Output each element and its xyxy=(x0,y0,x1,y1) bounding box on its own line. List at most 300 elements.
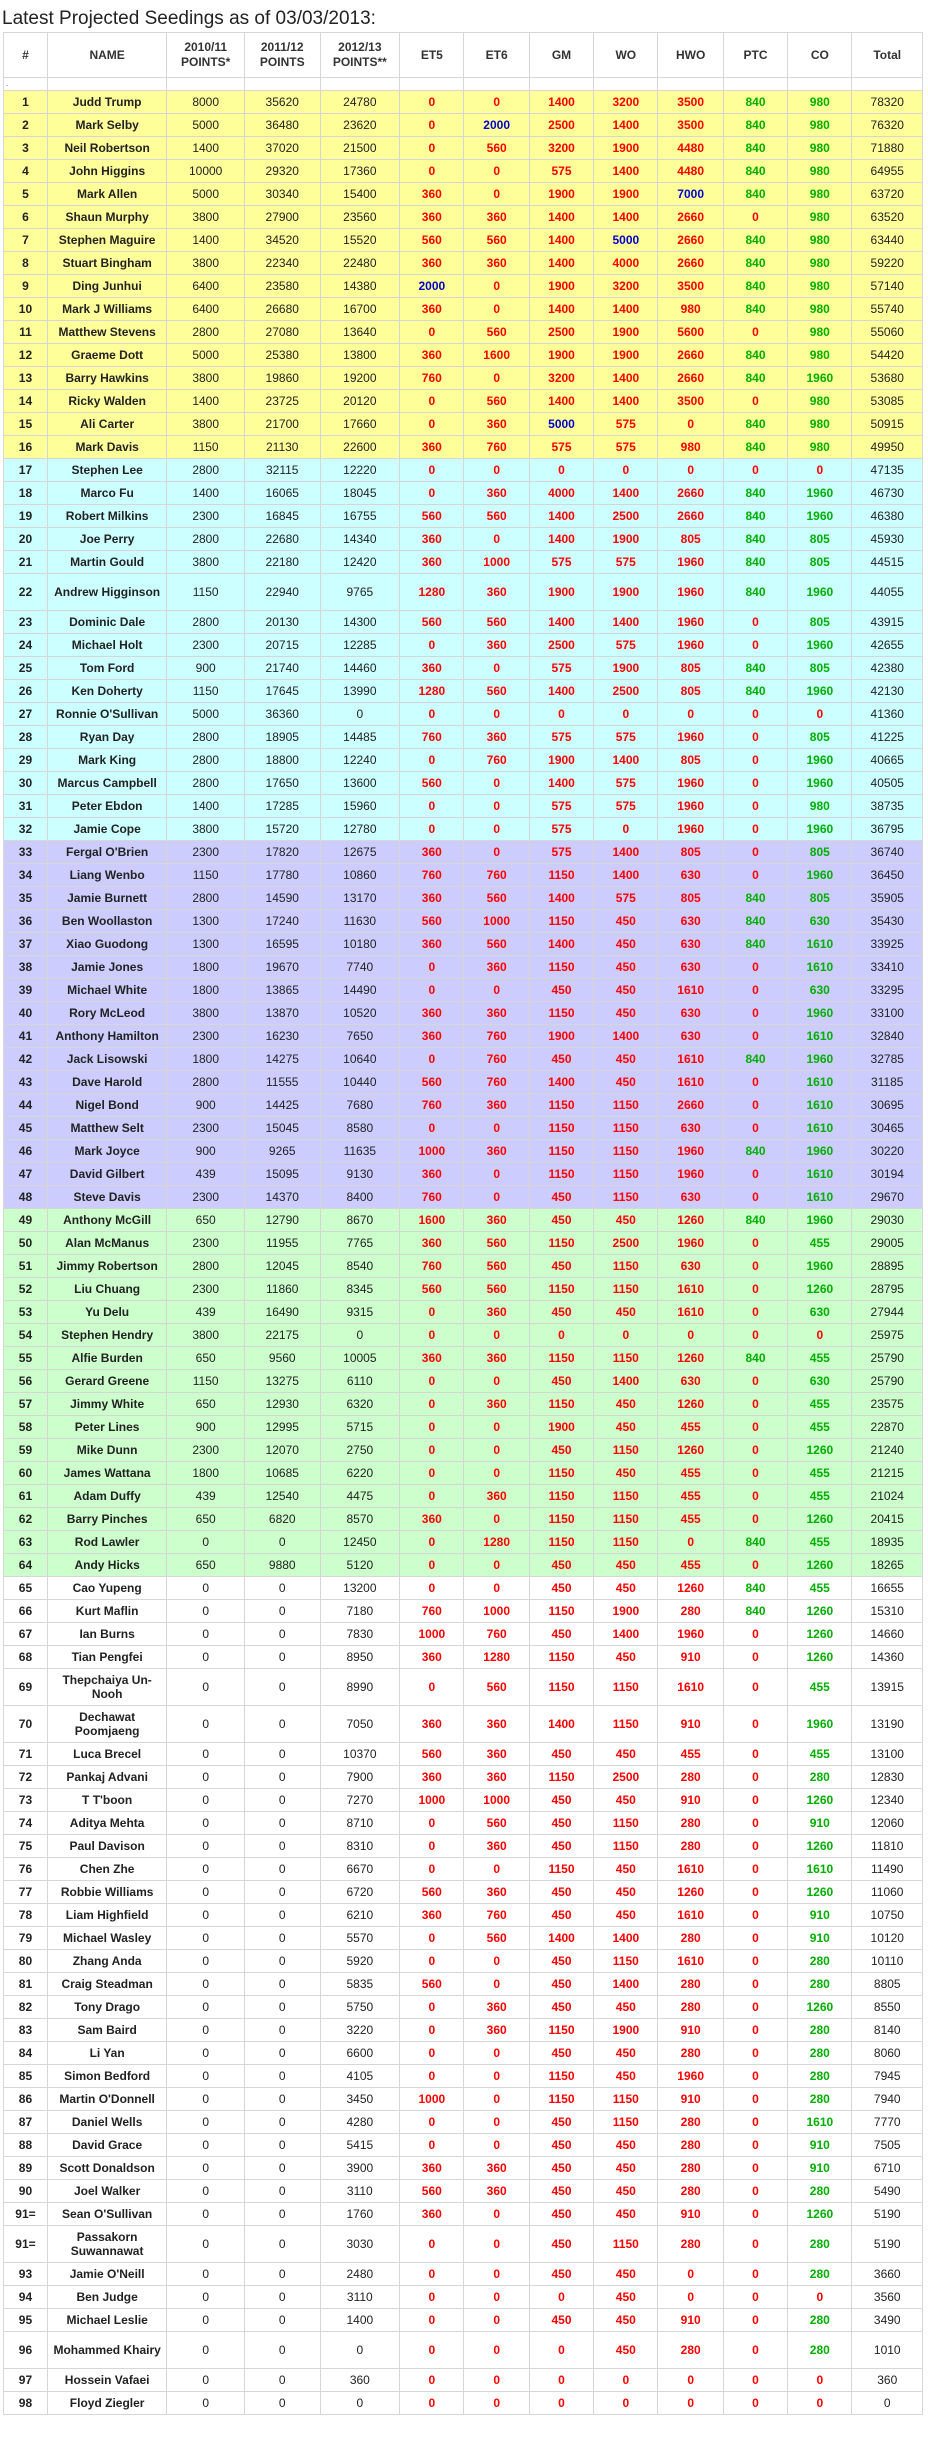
et5-cell: 0 xyxy=(400,1462,464,1485)
table-row xyxy=(4,864,923,887)
table-row xyxy=(4,390,923,413)
rank-cell: 24 xyxy=(4,634,48,657)
table-row xyxy=(4,1094,923,1117)
wo-cell: 450 xyxy=(594,1462,658,1485)
table-row xyxy=(4,772,923,795)
et6-cell: 0 xyxy=(464,1186,529,1209)
points-2010-11-cell: 2300 xyxy=(167,1278,245,1301)
gm-cell: 1400 xyxy=(529,229,593,252)
points-2011-12-cell: 26680 xyxy=(244,298,320,321)
table-row xyxy=(4,2392,923,2415)
co-cell: 910 xyxy=(788,2157,852,2180)
player-name-cell: Mark Joyce xyxy=(47,1140,166,1163)
total-cell: 47135 xyxy=(852,459,923,482)
hwo-cell: 2660 xyxy=(658,1094,723,1117)
table-row xyxy=(4,1508,923,1531)
wo-cell: 450 xyxy=(594,1393,658,1416)
et6-cell: 0 xyxy=(464,1858,529,1881)
points-2011-12-cell: 0 xyxy=(244,1858,320,1881)
et5-cell: 560 xyxy=(400,910,464,933)
co-cell: 455 xyxy=(788,1577,852,1600)
points-2010-11-cell: 0 xyxy=(167,1812,245,1835)
wo-cell: 3200 xyxy=(594,91,658,114)
et6-cell: 360 xyxy=(464,634,529,657)
points-2011-12-cell: 11555 xyxy=(244,1071,320,1094)
wo-cell: 575 xyxy=(594,772,658,795)
total-cell: 54420 xyxy=(852,344,923,367)
ptc-cell: 0 xyxy=(723,634,787,657)
et6-cell: 1000 xyxy=(464,551,529,574)
gm-cell: 1150 xyxy=(529,1094,593,1117)
table-row xyxy=(4,252,923,275)
points-2012-13-cell: 2750 xyxy=(320,1439,400,1462)
points-2010-11-cell: 6400 xyxy=(167,298,245,321)
spacer-cell xyxy=(852,78,923,91)
points-2012-13-cell: 13800 xyxy=(320,344,400,367)
co-cell: 455 xyxy=(788,1743,852,1766)
rank-cell: 3 xyxy=(4,137,48,160)
total-cell: 25975 xyxy=(852,1324,923,1347)
et6-cell: 0 xyxy=(464,979,529,1002)
et5-cell: 360 xyxy=(400,1002,464,1025)
gm-cell: 575 xyxy=(529,657,593,680)
rank-cell: 80 xyxy=(4,1950,48,1973)
et6-cell: 560 xyxy=(464,390,529,413)
wo-cell: 575 xyxy=(594,436,658,459)
points-2012-13-cell: 5415 xyxy=(320,2134,400,2157)
et5-cell: 360 xyxy=(400,933,464,956)
et5-cell: 0 xyxy=(400,979,464,1002)
gm-cell: 0 xyxy=(529,2332,593,2369)
hwo-cell: 0 xyxy=(658,2286,723,2309)
points-2010-11-cell: 0 xyxy=(167,1789,245,1812)
et6-cell: 0 xyxy=(464,2286,529,2309)
total-cell: 10110 xyxy=(852,1950,923,1973)
rank-cell: 66 xyxy=(4,1600,48,1623)
wo-cell: 450 xyxy=(594,1002,658,1025)
hwo-cell: 3500 xyxy=(658,390,723,413)
points-2010-11-cell: 0 xyxy=(167,2019,245,2042)
table-row xyxy=(4,1743,923,1766)
column-header-gm: GM xyxy=(529,33,593,78)
total-cell: 15310 xyxy=(852,1600,923,1623)
total-cell: 44055 xyxy=(852,574,923,611)
hwo-cell: 1610 xyxy=(658,1301,723,1324)
table-row xyxy=(4,1071,923,1094)
co-cell: 455 xyxy=(788,1347,852,1370)
rank-cell: 10 xyxy=(4,298,48,321)
points-2012-13-cell: 8670 xyxy=(320,1209,400,1232)
hwo-cell: 1610 xyxy=(658,1048,723,1071)
points-2011-12-cell: 14425 xyxy=(244,1094,320,1117)
rank-cell: 12 xyxy=(4,344,48,367)
ptc-cell: 0 xyxy=(723,1255,787,1278)
table-row xyxy=(4,1163,923,1186)
wo-cell: 450 xyxy=(594,1881,658,1904)
ptc-cell: 0 xyxy=(723,611,787,634)
wo-cell: 450 xyxy=(594,979,658,1002)
player-name-cell: Rory McLeod xyxy=(47,1002,166,1025)
total-cell: 42130 xyxy=(852,680,923,703)
hwo-cell: 1960 xyxy=(658,772,723,795)
points-2011-12-cell: 21130 xyxy=(244,436,320,459)
points-2010-11-cell: 900 xyxy=(167,657,245,680)
hwo-cell: 1960 xyxy=(658,551,723,574)
points-2012-13-cell: 16700 xyxy=(320,298,400,321)
et6-cell: 560 xyxy=(464,1812,529,1835)
table-row xyxy=(4,137,923,160)
wo-cell: 1400 xyxy=(594,298,658,321)
co-cell: 455 xyxy=(788,1393,852,1416)
points-2012-13-cell: 15400 xyxy=(320,183,400,206)
wo-cell: 450 xyxy=(594,2332,658,2369)
rank-cell: 44 xyxy=(4,1094,48,1117)
points-2012-13-cell: 10180 xyxy=(320,933,400,956)
ptc-cell: 0 xyxy=(723,2263,787,2286)
et5-cell: 0 xyxy=(400,2369,464,2392)
hwo-cell: 0 xyxy=(658,2263,723,2286)
co-cell: 980 xyxy=(788,795,852,818)
rank-cell: 98 xyxy=(4,2392,48,2415)
ptc-cell: 0 xyxy=(723,2392,787,2415)
player-name-cell: Zhang Anda xyxy=(47,1950,166,1973)
column-header-hwo: HWO xyxy=(658,33,723,78)
table-row xyxy=(4,114,923,137)
gm-cell: 3200 xyxy=(529,137,593,160)
et5-cell: 0 xyxy=(400,795,464,818)
total-cell: 12340 xyxy=(852,1789,923,1812)
points-2011-12-cell: 9560 xyxy=(244,1347,320,1370)
hwo-cell: 2660 xyxy=(658,367,723,390)
total-cell: 41225 xyxy=(852,726,923,749)
co-cell: 0 xyxy=(788,459,852,482)
et6-cell: 360 xyxy=(464,1743,529,1766)
hwo-cell: 2660 xyxy=(658,206,723,229)
gm-cell: 575 xyxy=(529,726,593,749)
co-cell: 980 xyxy=(788,91,852,114)
ptc-cell: 0 xyxy=(723,2332,787,2369)
ptc-cell: 0 xyxy=(723,2134,787,2157)
player-name-cell: Ali Carter xyxy=(47,413,166,436)
wo-cell: 1150 xyxy=(594,2226,658,2263)
co-cell: 1960 xyxy=(788,505,852,528)
ptc-cell: 0 xyxy=(723,1485,787,1508)
points-2012-13-cell: 3110 xyxy=(320,2286,400,2309)
points-2011-12-cell: 12930 xyxy=(244,1393,320,1416)
rank-cell: 17 xyxy=(4,459,48,482)
gm-cell: 450 xyxy=(529,2226,593,2263)
table-row xyxy=(4,634,923,657)
hwo-cell: 1260 xyxy=(658,1577,723,1600)
et5-cell: 360 xyxy=(400,528,464,551)
points-2012-13-cell: 5920 xyxy=(320,1950,400,1973)
points-2012-13-cell: 12450 xyxy=(320,1531,400,1554)
points-2012-13-cell: 6320 xyxy=(320,1393,400,1416)
rank-cell: 77 xyxy=(4,1881,48,1904)
hwo-cell: 630 xyxy=(658,1370,723,1393)
hwo-cell: 455 xyxy=(658,1416,723,1439)
gm-cell: 2500 xyxy=(529,634,593,657)
ptc-cell: 0 xyxy=(723,1812,787,1835)
points-2011-12-cell: 0 xyxy=(244,2263,320,2286)
et5-cell: 560 xyxy=(400,1278,464,1301)
ptc-cell: 0 xyxy=(723,1002,787,1025)
points-2010-11-cell: 0 xyxy=(167,2392,245,2415)
player-name-cell: Stuart Bingham xyxy=(47,252,166,275)
points-2010-11-cell: 0 xyxy=(167,1835,245,1858)
ptc-cell: 0 xyxy=(723,1416,787,1439)
hwo-cell: 280 xyxy=(658,1996,723,2019)
player-name-cell: David Gilbert xyxy=(47,1163,166,1186)
player-name-cell: Luca Brecel xyxy=(47,1743,166,1766)
et5-cell: 1280 xyxy=(400,574,464,611)
table-row xyxy=(4,818,923,841)
total-cell: 36740 xyxy=(852,841,923,864)
total-cell: 64955 xyxy=(852,160,923,183)
total-cell: 3560 xyxy=(852,2286,923,2309)
et6-cell: 0 xyxy=(464,1163,529,1186)
wo-cell: 2500 xyxy=(594,680,658,703)
points-2010-11-cell: 439 xyxy=(167,1163,245,1186)
et5-cell: 0 xyxy=(400,2392,464,2415)
ptc-cell: 0 xyxy=(723,2369,787,2392)
wo-cell: 450 xyxy=(594,1071,658,1094)
table-row xyxy=(4,482,923,505)
rank-cell: 50 xyxy=(4,1232,48,1255)
et5-cell: 0 xyxy=(400,1416,464,1439)
player-name-cell: Ryan Day xyxy=(47,726,166,749)
wo-cell: 450 xyxy=(594,2134,658,2157)
co-cell: 280 xyxy=(788,2088,852,2111)
et6-cell: 0 xyxy=(464,1577,529,1600)
ptc-cell: 0 xyxy=(723,818,787,841)
gm-cell: 575 xyxy=(529,818,593,841)
wo-cell: 450 xyxy=(594,2309,658,2332)
ptc-cell: 840 xyxy=(723,367,787,390)
gm-cell: 450 xyxy=(529,1439,593,1462)
co-cell: 805 xyxy=(788,841,852,864)
player-name-cell: Passakorn Suwannawat xyxy=(47,2226,166,2263)
player-name-cell: Martin O'Donnell xyxy=(47,2088,166,2111)
co-cell: 1610 xyxy=(788,1071,852,1094)
player-name-cell: Marco Fu xyxy=(47,482,166,505)
points-2011-12-cell: 20715 xyxy=(244,634,320,657)
rank-cell: 38 xyxy=(4,956,48,979)
table-row xyxy=(4,887,923,910)
co-cell: 280 xyxy=(788,2065,852,2088)
et6-cell: 0 xyxy=(464,459,529,482)
points-2012-13-cell: 13600 xyxy=(320,772,400,795)
wo-cell: 1400 xyxy=(594,482,658,505)
et6-cell: 560 xyxy=(464,1669,529,1706)
gm-cell: 1150 xyxy=(529,1163,593,1186)
rank-cell: 71 xyxy=(4,1743,48,1766)
ptc-cell: 0 xyxy=(723,1278,787,1301)
points-2012-13-cell: 9315 xyxy=(320,1301,400,1324)
ptc-cell: 840 xyxy=(723,680,787,703)
gm-cell: 450 xyxy=(529,1789,593,1812)
points-2012-13-cell: 0 xyxy=(320,1324,400,1347)
gm-cell: 450 xyxy=(529,1255,593,1278)
total-cell: 1010 xyxy=(852,2332,923,2369)
et6-cell: 560 xyxy=(464,1927,529,1950)
points-2010-11-cell: 2300 xyxy=(167,1439,245,1462)
table-row xyxy=(4,1646,923,1669)
points-2011-12-cell: 0 xyxy=(244,1623,320,1646)
et6-cell: 360 xyxy=(464,2157,529,2180)
et6-cell: 760 xyxy=(464,1904,529,1927)
points-2012-13-cell: 17660 xyxy=(320,413,400,436)
ptc-cell: 0 xyxy=(723,749,787,772)
et6-cell: 0 xyxy=(464,183,529,206)
et5-cell: 0 xyxy=(400,2134,464,2157)
gm-cell: 450 xyxy=(529,1186,593,1209)
points-2010-11-cell: 0 xyxy=(167,2111,245,2134)
ptc-cell: 0 xyxy=(723,1927,787,1950)
points-2012-13-cell: 8580 xyxy=(320,1117,400,1140)
total-cell: 32840 xyxy=(852,1025,923,1048)
points-2010-11-cell: 650 xyxy=(167,1347,245,1370)
table-row xyxy=(4,1706,923,1743)
rank-cell: 16 xyxy=(4,436,48,459)
points-2012-13-cell: 5715 xyxy=(320,1416,400,1439)
points-2010-11-cell: 900 xyxy=(167,1094,245,1117)
points-2012-13-cell: 12285 xyxy=(320,634,400,657)
hwo-cell: 805 xyxy=(658,749,723,772)
et5-cell: 360 xyxy=(400,841,464,864)
points-2011-12-cell: 16845 xyxy=(244,505,320,528)
total-cell: 8550 xyxy=(852,1996,923,2019)
points-2011-12-cell: 0 xyxy=(244,1835,320,1858)
total-cell: 49950 xyxy=(852,436,923,459)
points-2010-11-cell: 2800 xyxy=(167,611,245,634)
player-name-cell: Mark Davis xyxy=(47,436,166,459)
et5-cell: 1000 xyxy=(400,2088,464,2111)
wo-cell: 575 xyxy=(594,887,658,910)
co-cell: 630 xyxy=(788,1370,852,1393)
et5-cell: 0 xyxy=(400,114,464,137)
points-2011-12-cell: 27080 xyxy=(244,321,320,344)
points-2012-13-cell: 10640 xyxy=(320,1048,400,1071)
points-2012-13-cell: 10520 xyxy=(320,1002,400,1025)
table-row xyxy=(4,321,923,344)
rank-cell: 93 xyxy=(4,2263,48,2286)
gm-cell: 1400 xyxy=(529,252,593,275)
points-2011-12-cell: 21700 xyxy=(244,413,320,436)
rank-cell: 76 xyxy=(4,1858,48,1881)
hwo-cell: 280 xyxy=(658,2332,723,2369)
ptc-cell: 0 xyxy=(723,1301,787,1324)
rank-cell: 51 xyxy=(4,1255,48,1278)
points-2012-13-cell: 4475 xyxy=(320,1485,400,1508)
points-2012-13-cell: 15520 xyxy=(320,229,400,252)
points-2010-11-cell: 0 xyxy=(167,1577,245,1600)
co-cell: 980 xyxy=(788,229,852,252)
total-cell: 63440 xyxy=(852,229,923,252)
player-name-cell: Dechawat Poomjaeng xyxy=(47,1706,166,1743)
table-row xyxy=(4,160,923,183)
table-row xyxy=(4,1577,923,1600)
points-2012-13-cell: 6720 xyxy=(320,1881,400,1904)
table-row xyxy=(4,1485,923,1508)
co-cell: 1960 xyxy=(788,749,852,772)
wo-cell: 1150 xyxy=(594,1163,658,1186)
co-cell: 280 xyxy=(788,2042,852,2065)
wo-cell: 1400 xyxy=(594,611,658,634)
player-name-cell: Ronnie O'Sullivan xyxy=(47,703,166,726)
co-cell: 455 xyxy=(788,1462,852,1485)
total-cell: 78320 xyxy=(852,91,923,114)
hwo-cell: 630 xyxy=(658,1255,723,1278)
et5-cell: 360 xyxy=(400,1025,464,1048)
points-2010-11-cell: 2300 xyxy=(167,1117,245,1140)
rank-cell: 88 xyxy=(4,2134,48,2157)
points-2012-13-cell: 11635 xyxy=(320,1140,400,1163)
hwo-cell: 1260 xyxy=(658,1347,723,1370)
points-2011-12-cell: 16065 xyxy=(244,482,320,505)
table-row xyxy=(4,2134,923,2157)
total-cell: 44515 xyxy=(852,551,923,574)
co-cell: 910 xyxy=(788,1812,852,1835)
et6-cell: 0 xyxy=(464,1950,529,1973)
points-2010-11-cell: 3800 xyxy=(167,818,245,841)
points-2011-12-cell: 35620 xyxy=(244,91,320,114)
spacer-cell xyxy=(788,78,852,91)
hwo-cell: 455 xyxy=(658,1554,723,1577)
table-row xyxy=(4,505,923,528)
gm-cell: 450 xyxy=(529,1301,593,1324)
co-cell: 1610 xyxy=(788,1186,852,1209)
player-name-cell: Dave Harold xyxy=(47,1071,166,1094)
points-2011-12-cell: 22680 xyxy=(244,528,320,551)
co-cell: 805 xyxy=(788,726,852,749)
et5-cell: 0 xyxy=(400,1554,464,1577)
et6-cell: 0 xyxy=(464,818,529,841)
ptc-cell: 840 xyxy=(723,183,787,206)
ptc-cell: 0 xyxy=(723,1996,787,2019)
points-2010-11-cell: 0 xyxy=(167,1881,245,1904)
hwo-cell: 1960 xyxy=(658,611,723,634)
rank-cell: 31 xyxy=(4,795,48,818)
hwo-cell: 455 xyxy=(658,1462,723,1485)
player-name-cell: Stephen Lee xyxy=(47,459,166,482)
points-2011-12-cell: 22940 xyxy=(244,574,320,611)
wo-cell: 1400 xyxy=(594,367,658,390)
gm-cell: 1400 xyxy=(529,206,593,229)
player-name-cell: Shaun Murphy xyxy=(47,206,166,229)
player-name-cell: Ricky Walden xyxy=(47,390,166,413)
et5-cell: 0 xyxy=(400,956,464,979)
points-2012-13-cell: 3900 xyxy=(320,2157,400,2180)
hwo-cell: 455 xyxy=(658,1743,723,1766)
total-cell: 43915 xyxy=(852,611,923,634)
points-2010-11-cell: 6400 xyxy=(167,275,245,298)
points-2011-12-cell: 34520 xyxy=(244,229,320,252)
hwo-cell: 1960 xyxy=(658,574,723,611)
points-2011-12-cell: 0 xyxy=(244,2286,320,2309)
column-header-name: NAME xyxy=(47,33,166,78)
et6-cell: 0 xyxy=(464,1370,529,1393)
hwo-cell: 2660 xyxy=(658,505,723,528)
points-2011-12-cell: 17285 xyxy=(244,795,320,818)
hwo-cell: 2660 xyxy=(658,344,723,367)
et6-cell: 360 xyxy=(464,206,529,229)
points-2010-11-cell: 0 xyxy=(167,1743,245,1766)
table-row xyxy=(4,2111,923,2134)
table-row xyxy=(4,2065,923,2088)
table-row xyxy=(4,1812,923,1835)
total-cell: 16655 xyxy=(852,1577,923,1600)
